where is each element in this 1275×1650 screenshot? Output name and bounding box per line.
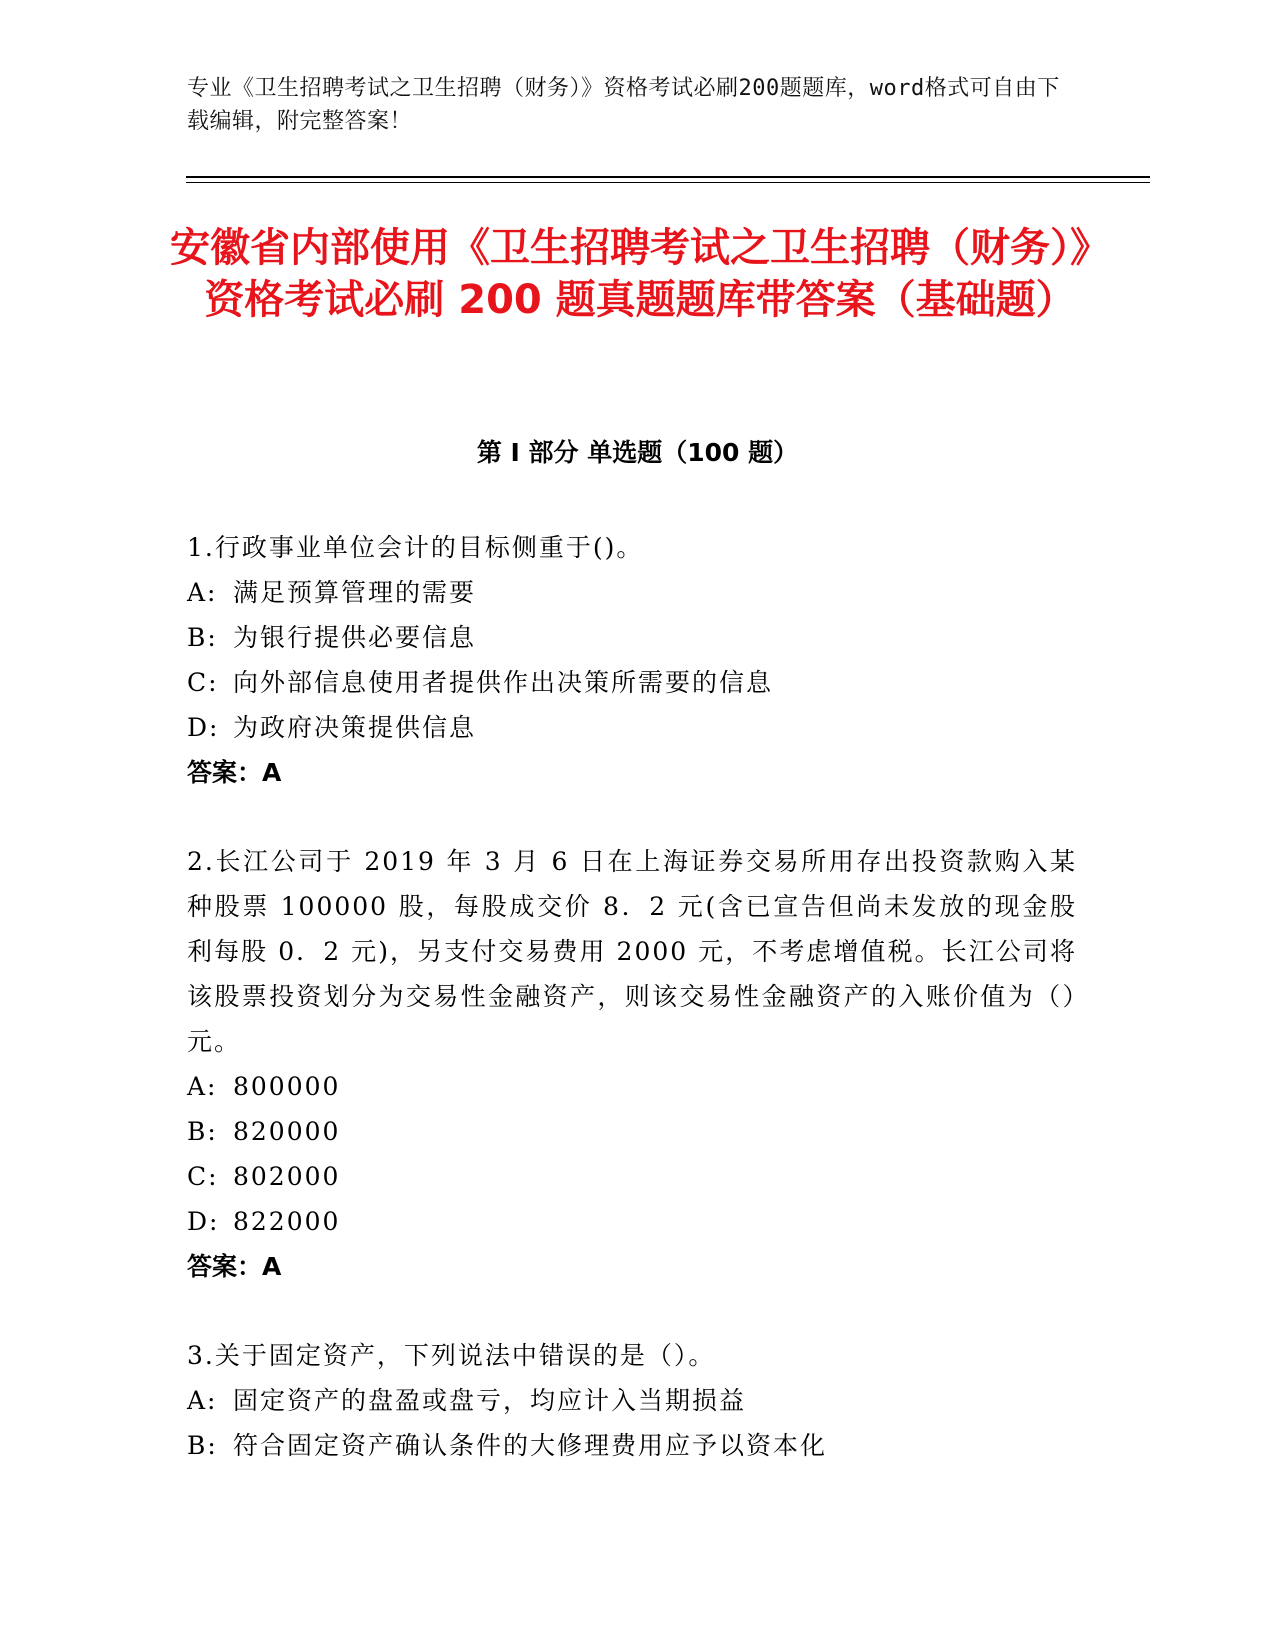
option-a (187, 1378, 1077, 1423)
option-key: A: (187, 578, 218, 607)
option-a (187, 1064, 1077, 1109)
option-text: 为政府决策提供信息 (233, 713, 477, 742)
option-c (187, 1154, 1077, 1199)
option-text: 822000 (233, 1207, 341, 1236)
header-rule-thick (186, 176, 1150, 178)
option-text: 820000 (233, 1117, 341, 1146)
option-c (187, 660, 1077, 705)
option-key: C: (187, 1162, 219, 1191)
option-text: 符合固定资产确认条件的大修理费用应予以资本化 (233, 1431, 828, 1460)
question-1 (187, 525, 1077, 795)
option-d (187, 1199, 1077, 1244)
option-b (187, 615, 1077, 660)
question-3 (187, 1333, 1077, 1468)
option-text: 800000 (233, 1072, 341, 1101)
option-key: B: (187, 1117, 218, 1146)
option-text: 为银行提供必要信息 (233, 623, 477, 652)
question-2 (187, 839, 1077, 1289)
option-key: B: (187, 1431, 218, 1460)
section-heading: 第 I 部分 单选题（100 题） (476, 438, 799, 467)
question-list (187, 525, 1077, 1512)
question-stem: 1.行政事业单位会计的目标侧重于()。 (187, 533, 644, 562)
option-text: 满足预算管理的需要 (233, 578, 477, 607)
option-key: C: (187, 668, 219, 697)
option-b (187, 1109, 1077, 1154)
option-a (187, 570, 1077, 615)
header-note: 专业《卫生招聘考试之卫生招聘（财务）》资格考试必刷200题题库，word格式可自由下载编辑，附完整答案！ (187, 76, 1060, 134)
option-key: B: (187, 623, 218, 652)
question-stem: 2.长江公司于 2019 年 3 月 6 日在上海证券交易所用存出投资款购入某种股票 100000 股，每股成交价 8．2 元(含已宣告但尚未发放的现金股利每股 0．2 元)，另支付交易费用 2000 元，不考虑增值税。长江公司将该股票投资划分为交易性金融资产，则该交易性金融资产的入账价值为（）元。 (187, 847, 1077, 1056)
option-d (187, 705, 1077, 750)
header-rule-thin (186, 182, 1150, 183)
answer-line: 答案：A (187, 1252, 282, 1281)
option-text: 向外部信息使用者提供作出决策所需要的信息 (233, 668, 774, 697)
option-key: A: (187, 1072, 218, 1101)
option-key: D: (187, 713, 220, 742)
option-text: 固定资产的盘盈或盘亏，均应计入当期损益 (233, 1386, 747, 1415)
answer-line: 答案：A (187, 758, 282, 787)
option-key: A: (187, 1386, 218, 1415)
option-key: D: (187, 1207, 220, 1236)
question-stem: 3.关于固定资产，下列说法中错误的是（）。 (187, 1341, 716, 1370)
option-text: 802000 (233, 1162, 341, 1191)
option-b (187, 1423, 1077, 1468)
document-title: 安徽省内部使用《卫生招聘考试之卫生招聘（财务）》资格考试必刷 200 题真题题库带答案（基础题） (170, 225, 1110, 323)
